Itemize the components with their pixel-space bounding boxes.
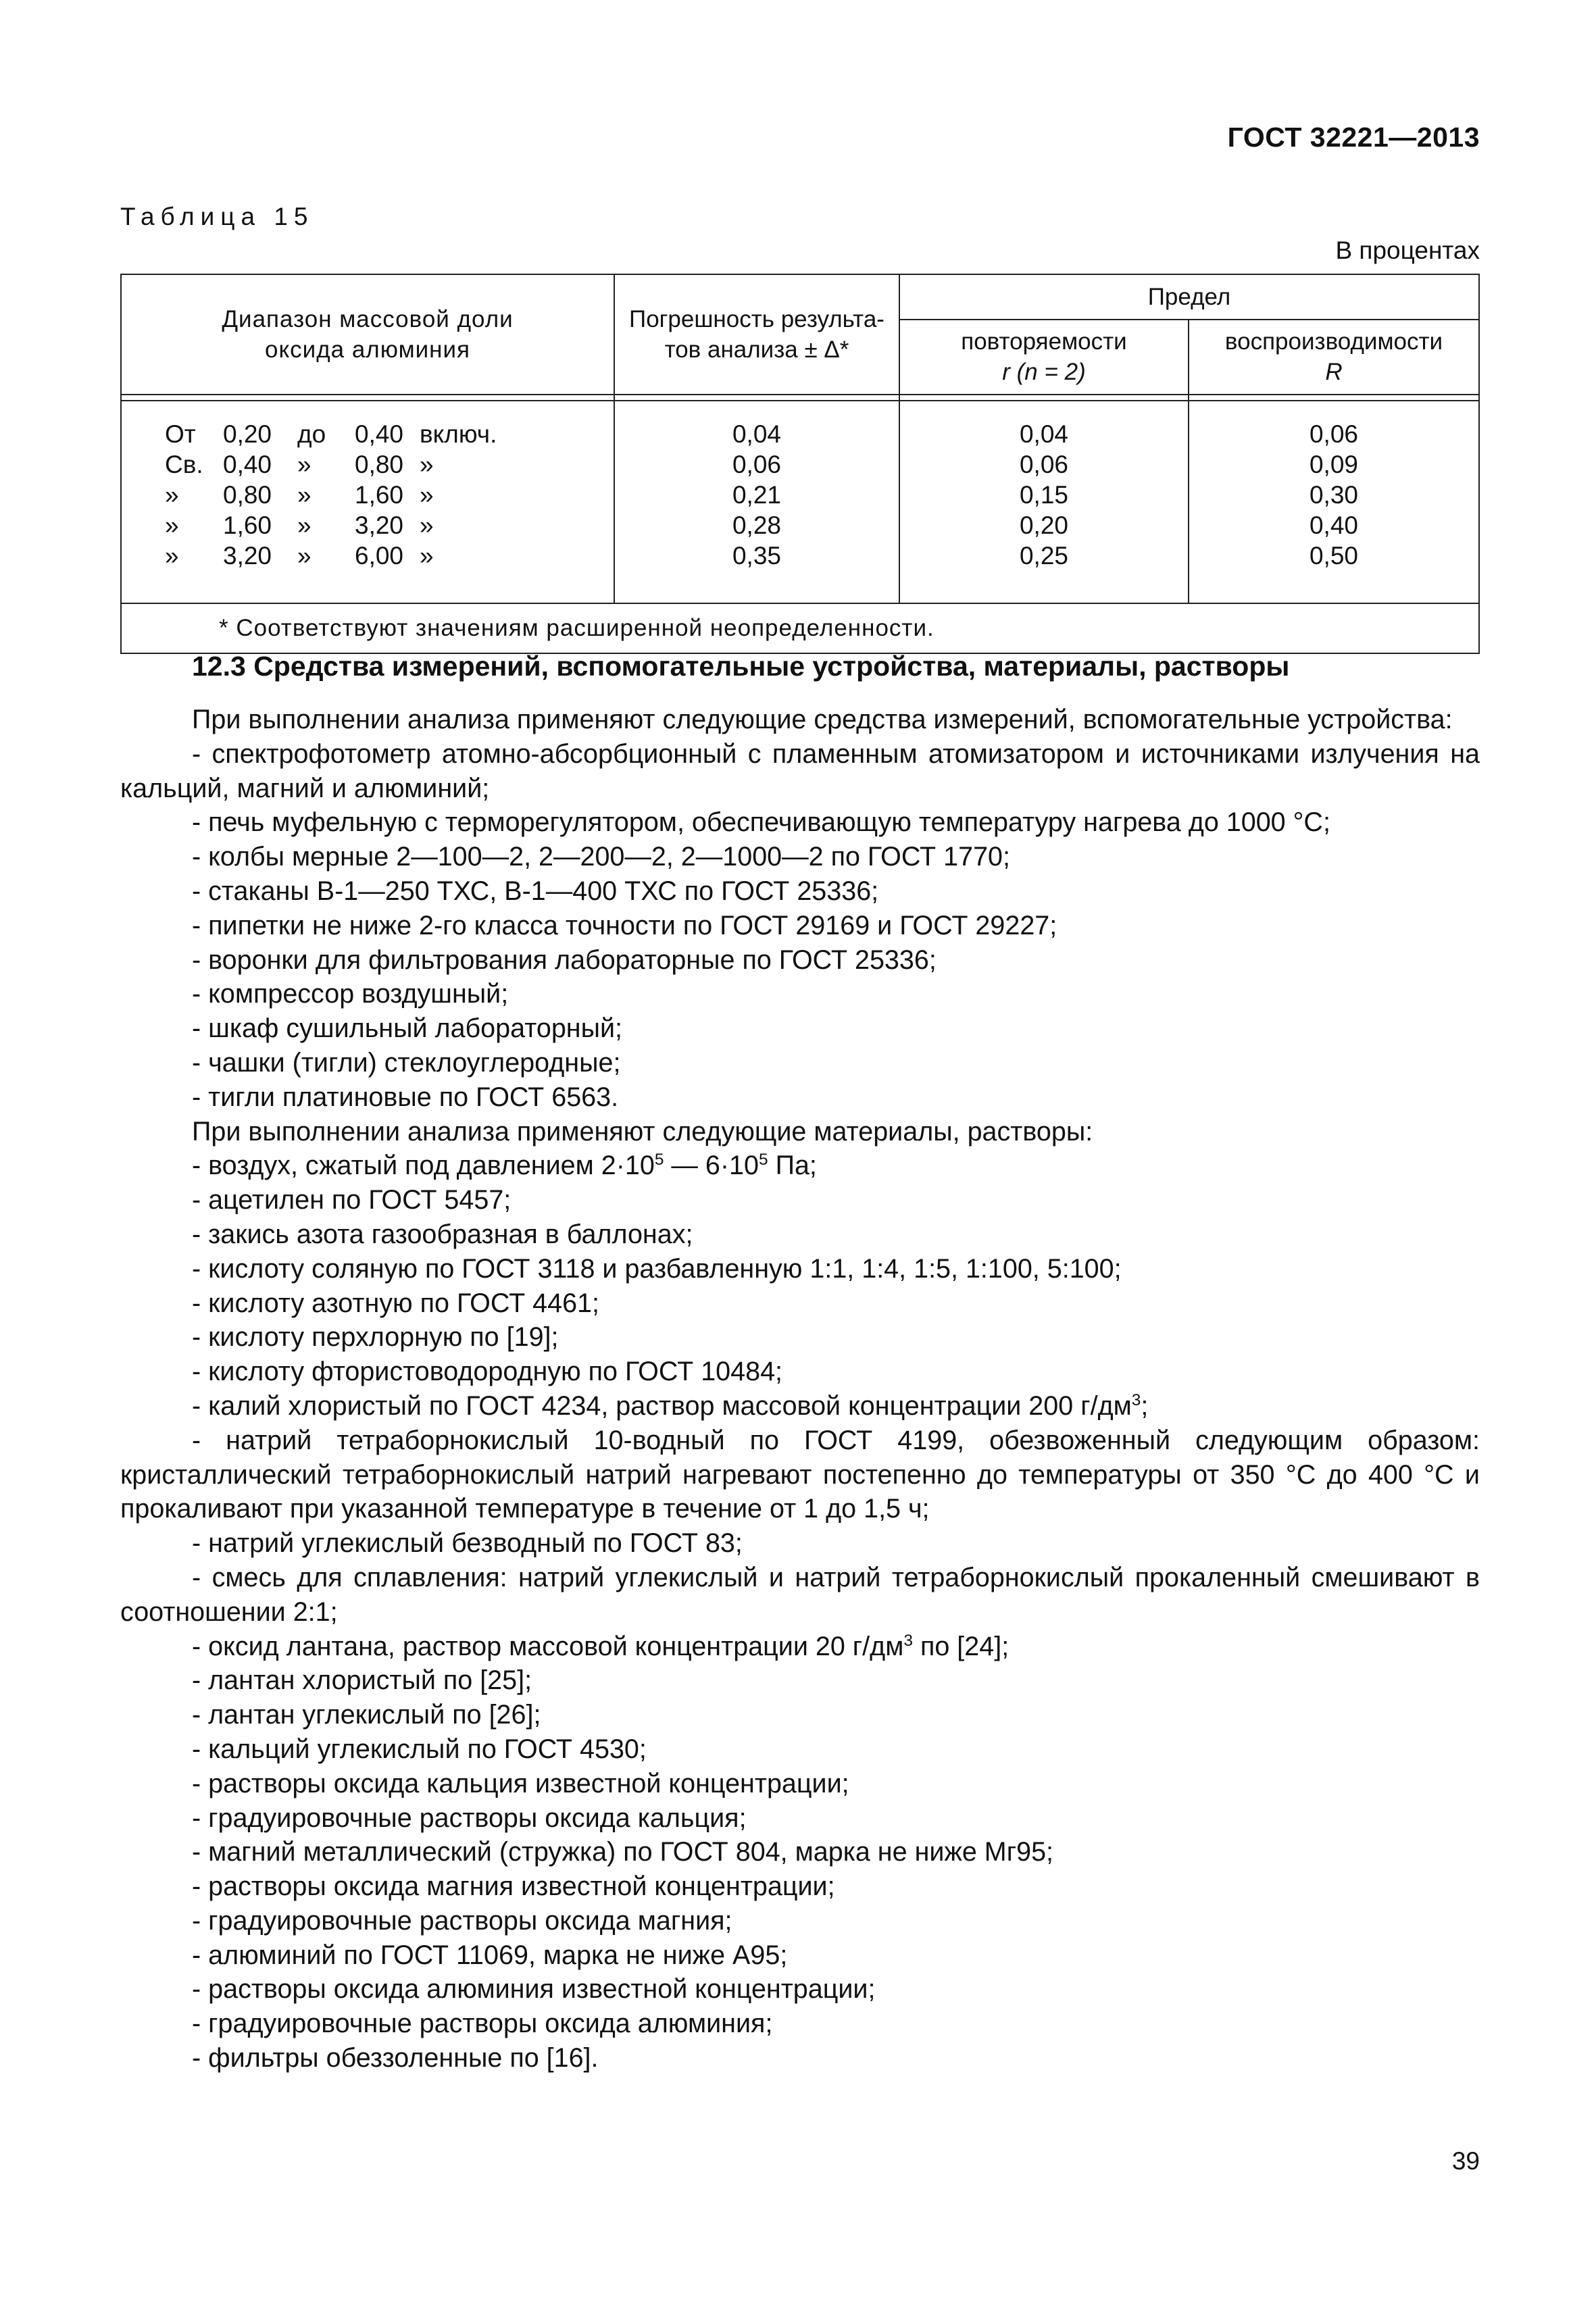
- section-title: 12.3 Средства измерений, вспомогательные устройства, материалы, растворы: [192, 651, 1290, 682]
- range-cell: 1,60: [223, 511, 272, 539]
- header-repeatability: повторяемости r (n = 2): [899, 320, 1189, 395]
- list-item: - лантан хлористый по [25];: [192, 1665, 532, 1696]
- error-value: 0,04: [732, 420, 781, 448]
- list-item: - закись азота газообразная в баллонах;: [192, 1219, 693, 1249]
- list-item: - кислоту фтористоводородную по ГОСТ 10484;: [192, 1357, 783, 1387]
- range-cell: 3,20: [223, 542, 272, 570]
- range-cell: включ.: [420, 420, 497, 448]
- list-item: - кальций углекислый по ГОСТ 4530;: [192, 1734, 647, 1764]
- range-cell: »: [420, 451, 434, 478]
- list-item: - градуировочные растворы оксида кальция;: [192, 1803, 747, 1833]
- repeat-value: 0,06: [1019, 451, 1068, 478]
- list-item: - компрессор воздушный;: [192, 979, 509, 1009]
- reprod-value: 0,50: [1309, 542, 1358, 570]
- range-cell: От: [165, 420, 196, 448]
- materials-list: [120, 1663, 1480, 2076]
- range-row: [165, 480, 614, 510]
- list-item: - натрий углекислый безводный по ГОСТ 83;: [192, 1528, 743, 1559]
- range-cell: »: [165, 542, 179, 570]
- reprod-value: 0,09: [1309, 451, 1358, 478]
- repeat-value: 0,04: [1019, 420, 1068, 448]
- range-cell: »: [420, 511, 434, 539]
- range-cell: Св.: [165, 451, 203, 478]
- range-row: [165, 419, 614, 449]
- header-reproducibility: воспроизводимости R: [1189, 320, 1479, 395]
- range-cell: 6,00: [355, 542, 404, 570]
- list-item: - калий хлористый по ГОСТ 4234, раствор массовой концентрации 200 $г/дм^3$;: [192, 1390, 1149, 1421]
- list-item: - шкаф сушильный лабораторный;: [192, 1013, 623, 1044]
- range-cell: »: [297, 511, 311, 539]
- range-row: [165, 510, 614, 540]
- list-item: - тигли платиновые по ГОСТ 6563.: [192, 1082, 619, 1112]
- range-cell: 0,80: [355, 451, 404, 478]
- page-number: 39: [1451, 2147, 1480, 2175]
- range-cell: 0,20: [223, 420, 272, 448]
- document-id: ГОСТ 32221—2013: [1227, 122, 1480, 153]
- repeat-value: 0,25: [1019, 542, 1068, 570]
- section-body: [120, 703, 1480, 2076]
- range-cell: »: [420, 542, 434, 570]
- range-cell: 0,80: [223, 481, 272, 509]
- reprod-value: 0,06: [1309, 420, 1358, 448]
- list-item: - пипетки не ниже 2-го класса точности по ГОСТ 29169 и ГОСТ 29227;: [192, 910, 1057, 940]
- list-item: - кислоту перхлорную по [19];: [192, 1322, 559, 1353]
- list-item: - растворы оксида алюминия известной концентрации;: [192, 1974, 876, 2005]
- list-item: - ацетилен по ГОСТ 5457;: [192, 1185, 512, 1215]
- list-item: - растворы оксида магния известной концентрации;: [192, 1871, 835, 1902]
- reprod-value: 0,30: [1309, 481, 1358, 509]
- list-item: - градуировочные растворы оксида алюминия;: [192, 2009, 773, 2039]
- repeat-value: 0,15: [1019, 481, 1068, 509]
- list-item: - печь муфельную с терморегулятором, обеспечивающую температуру нагрева до 1000 °С;: [192, 807, 1330, 838]
- range-cell: »: [165, 481, 179, 509]
- range-cell: 0,40: [223, 451, 272, 478]
- paragraph: При выполнении анализа применяют следующие материалы, растворы:: [192, 1116, 1093, 1147]
- list-item: - магний металлический (стружка) по ГОСТ 804, марка не ниже Мг95;: [192, 1837, 1054, 1867]
- error-column: [614, 401, 899, 603]
- list-item: - кислоту азотную по ГОСТ 4461;: [192, 1288, 600, 1318]
- list-item: - градуировочные растворы оксида магния;: [192, 1905, 732, 1936]
- data-table: [120, 274, 1480, 654]
- range-cell: 3,20: [355, 511, 404, 539]
- range-column: [121, 401, 614, 603]
- error-value: 0,06: [732, 451, 781, 478]
- error-value: 0,28: [732, 511, 781, 539]
- header-error: Погрешность результа- тов анализа ± Δ*: [614, 274, 899, 395]
- list-item: - стаканы В-1—250 ТХС, В-1—400 ТХС по ГОСТ 25336;: [192, 876, 879, 906]
- range-cell: »: [297, 542, 311, 570]
- list-item: - смесь для сплавления: натрий углекислый и натрий тетраборнокислый прокаленный смешивают в соотношении 2:1;: [120, 1562, 1480, 1627]
- reproducibility-column: [1189, 401, 1479, 603]
- materials-list: [120, 1183, 1480, 1389]
- list-item: - натрий тетраборнокислый 10-водный по ГОСТ 4199, обезвоженный следующим образом: кристаллический тетраборнокислый натрий нагревают постепенно до температуры от 350 °С до 400 °С и прокаливают при указанной температуре в течение от 1 до 1,5 ч;: [120, 1425, 1480, 1524]
- error-value: 0,21: [732, 481, 781, 509]
- range-cell: »: [420, 481, 434, 509]
- list-item: - кислоту соляную по ГОСТ 3118 и разбавленную 1:1, 1:4, 1:5, 1:100, 5:100;: [192, 1253, 1122, 1284]
- table-units: В процентах: [1335, 236, 1480, 264]
- reprod-value: 0,40: [1309, 511, 1358, 539]
- range-row: [165, 540, 614, 571]
- list-item: - спектрофотометр атомно-абсорбционный с пламенным атомизатором и источниками излучения на кальций, магний и алюминий;: [120, 738, 1480, 803]
- range-cell: »: [297, 451, 311, 478]
- equipment-list: [120, 737, 1480, 1115]
- materials-list: [120, 1424, 1480, 1630]
- list-item: - оксид лантана, раствор массовой концентрации 20 $г/дм^3$ по [24];: [192, 1631, 1009, 1661]
- range-cell: 0,40: [355, 420, 404, 448]
- error-value: 0,35: [732, 542, 781, 570]
- range-cell: »: [297, 481, 311, 509]
- list-item: - алюминий по ГОСТ 11069, марка не ниже А95;: [192, 1940, 788, 1970]
- table-footnote: * Соответствуют значениям расширенной неопределенности.: [121, 603, 1479, 653]
- list-item: - растворы оксида кальция известной концентрации;: [192, 1768, 849, 1799]
- table-caption: Таблица 15: [120, 203, 314, 230]
- list-item: - фильтры обеззоленные по [16].: [192, 2043, 599, 2073]
- range-cell: до: [297, 420, 326, 448]
- range-cell: »: [165, 511, 179, 539]
- range-row: [165, 449, 614, 480]
- list-item: - воздух, сжатый под давлением $2\cdot 10^5$ — $6\cdot 10^5$ Па;: [192, 1151, 817, 1181]
- list-item: - чашки (тигли) стеклоуглеродные;: [192, 1047, 621, 1078]
- repeatability-column: [899, 401, 1189, 603]
- paragraph: При выполнении анализа применяют следующие средства измерений, вспомогательные устройства:: [192, 705, 1453, 734]
- header-limit: Предел: [899, 274, 1479, 320]
- repeat-value: 0,20: [1019, 511, 1068, 539]
- list-item: - воронки для фильтрования лабораторные по ГОСТ 25336;: [192, 945, 937, 975]
- list-item: - колбы мерные 2—100—2, 2—200—2, 2—1000—2 по ГОСТ 1770;: [192, 842, 1010, 872]
- range-cell: 1,60: [355, 481, 404, 509]
- list-item: - лантан углекислый по [26];: [192, 1700, 541, 1730]
- header-range: Диапазон массовой доли оксида алюминия: [121, 274, 614, 395]
